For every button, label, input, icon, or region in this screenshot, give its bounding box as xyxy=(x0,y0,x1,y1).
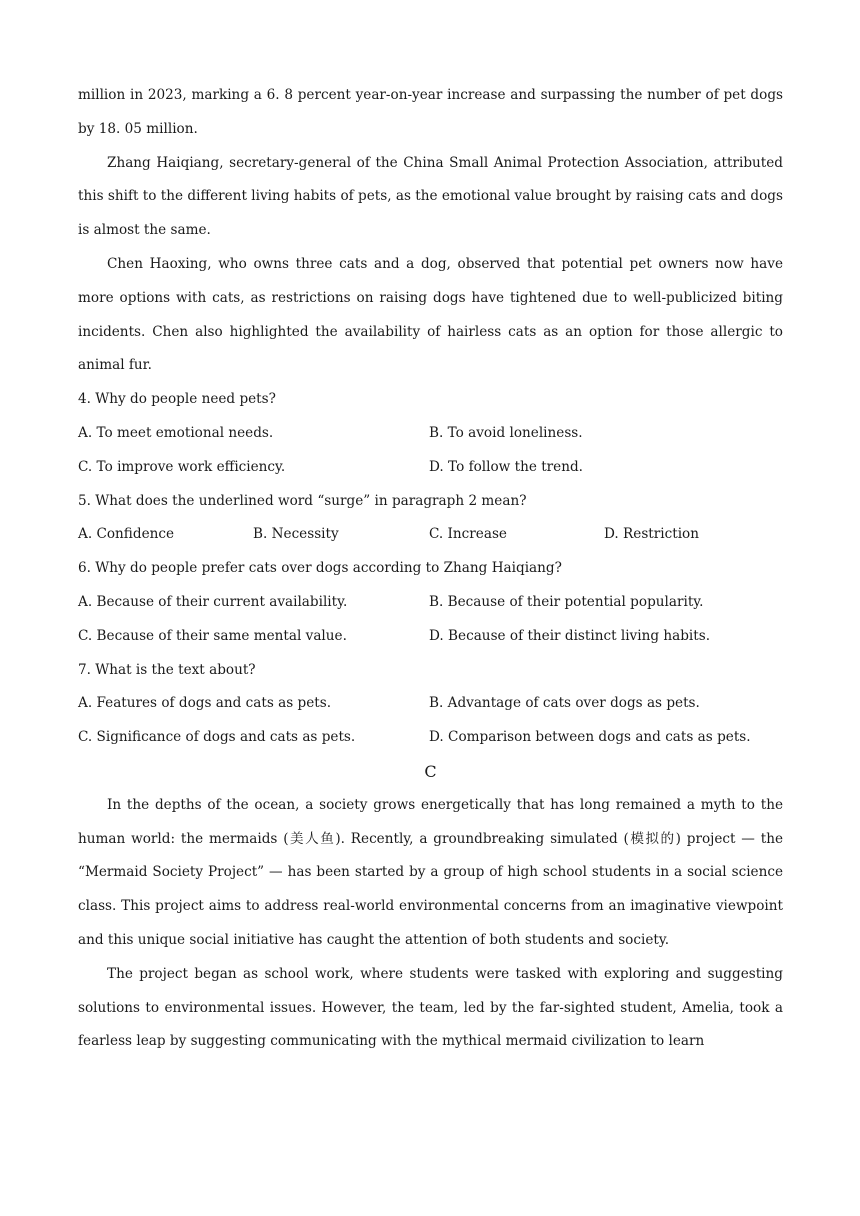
document-page xyxy=(78,79,783,1059)
question-7-option-c: C. Significance of dogs and cats as pets. xyxy=(78,729,356,746)
question-4-options xyxy=(78,417,783,485)
question-5-option-a: A. Confidence xyxy=(78,526,175,543)
question-7-options xyxy=(78,687,783,755)
passage-b-paragraph-3: Chen Haoxing, who owns three cats and a dog, observed that potential pet owners now have more options with cats, as restrictions on raising dogs have tightened due to well-publicized biting incidents. Chen also highlighted the availability of hairless cats as an option for those allergic to animal fur. xyxy=(78,255,783,374)
question-4-option-a: A. To meet emotional needs. xyxy=(78,424,274,441)
question-5-stem: 5. What does the underlined word “surge” in paragraph 2 mean? xyxy=(78,492,527,509)
question-6-option-a: A. Because of their current availability. xyxy=(78,593,348,610)
question-6-stem: 6. Why do people prefer cats over dogs according to Zhang Haiqiang? xyxy=(78,560,562,577)
section-c-paragraph-1: In the depths of the ocean, a society grows energetically that has long remained a myth to the human world: the mermaids (美人鱼). Recently, a groundbreaking simulated (模拟的) project — the “Mermaid Society Project” — has been started by a group of high school students in a social science class. This project aims to address real-world environmental concerns from an imaginative viewpoint and this unique social initiative has caught the attention of both students and society. xyxy=(78,796,783,948)
question-6-option-b: B. Because of their potential popularity. xyxy=(429,593,704,610)
question-7-option-a: A. Features of dogs and cats as pets. xyxy=(78,695,332,712)
question-5-option-c: C. Increase xyxy=(429,526,507,543)
question-4-option-c: C. To improve work efficiency. xyxy=(78,458,286,475)
section-c-paragraph-2: The project began as school work, where students were tasked with exploring and suggesting solutions to environmental issues. However, the team, led by the far-sighted student, Amelia, took a fearless leap by suggesting communicating with the mythical mermaid civilization to learn xyxy=(78,965,783,1050)
question-7-option-d: D. Comparison between dogs and cats as pets. xyxy=(429,729,751,746)
question-6-options xyxy=(78,586,783,654)
question-4-option-b: B. To avoid loneliness. xyxy=(429,424,583,441)
section-c-heading: C xyxy=(424,761,437,781)
passage-b-paragraph-2: Zhang Haiqiang, secretary-general of the China Small Animal Protection Association, attributed this shift to the different living habits of pets, as the emotional value brought by raising cats and dogs is almost the same. xyxy=(78,154,783,239)
question-7-option-b: B. Advantage of cats over dogs as pets. xyxy=(429,695,700,712)
question-7-stem: 7. What is the text about? xyxy=(78,661,256,678)
question-6-option-c: C. Because of their same mental value. xyxy=(78,627,347,644)
question-4-option-d: D. To follow the trend. xyxy=(429,458,583,475)
question-5-option-d: D. Restriction xyxy=(604,526,699,543)
question-6-option-d: D. Because of their distinct living habits. xyxy=(429,627,711,644)
question-4-stem: 4. Why do people need pets? xyxy=(78,391,276,408)
passage-b-paragraph-1: million in 2023, marking a 6. 8 percent year-on-year increase and surpassing the number of pet dogs by 18. 05 million. xyxy=(78,87,783,137)
question-5-option-b: B. Necessity xyxy=(253,526,339,543)
question-5-options xyxy=(78,518,783,552)
